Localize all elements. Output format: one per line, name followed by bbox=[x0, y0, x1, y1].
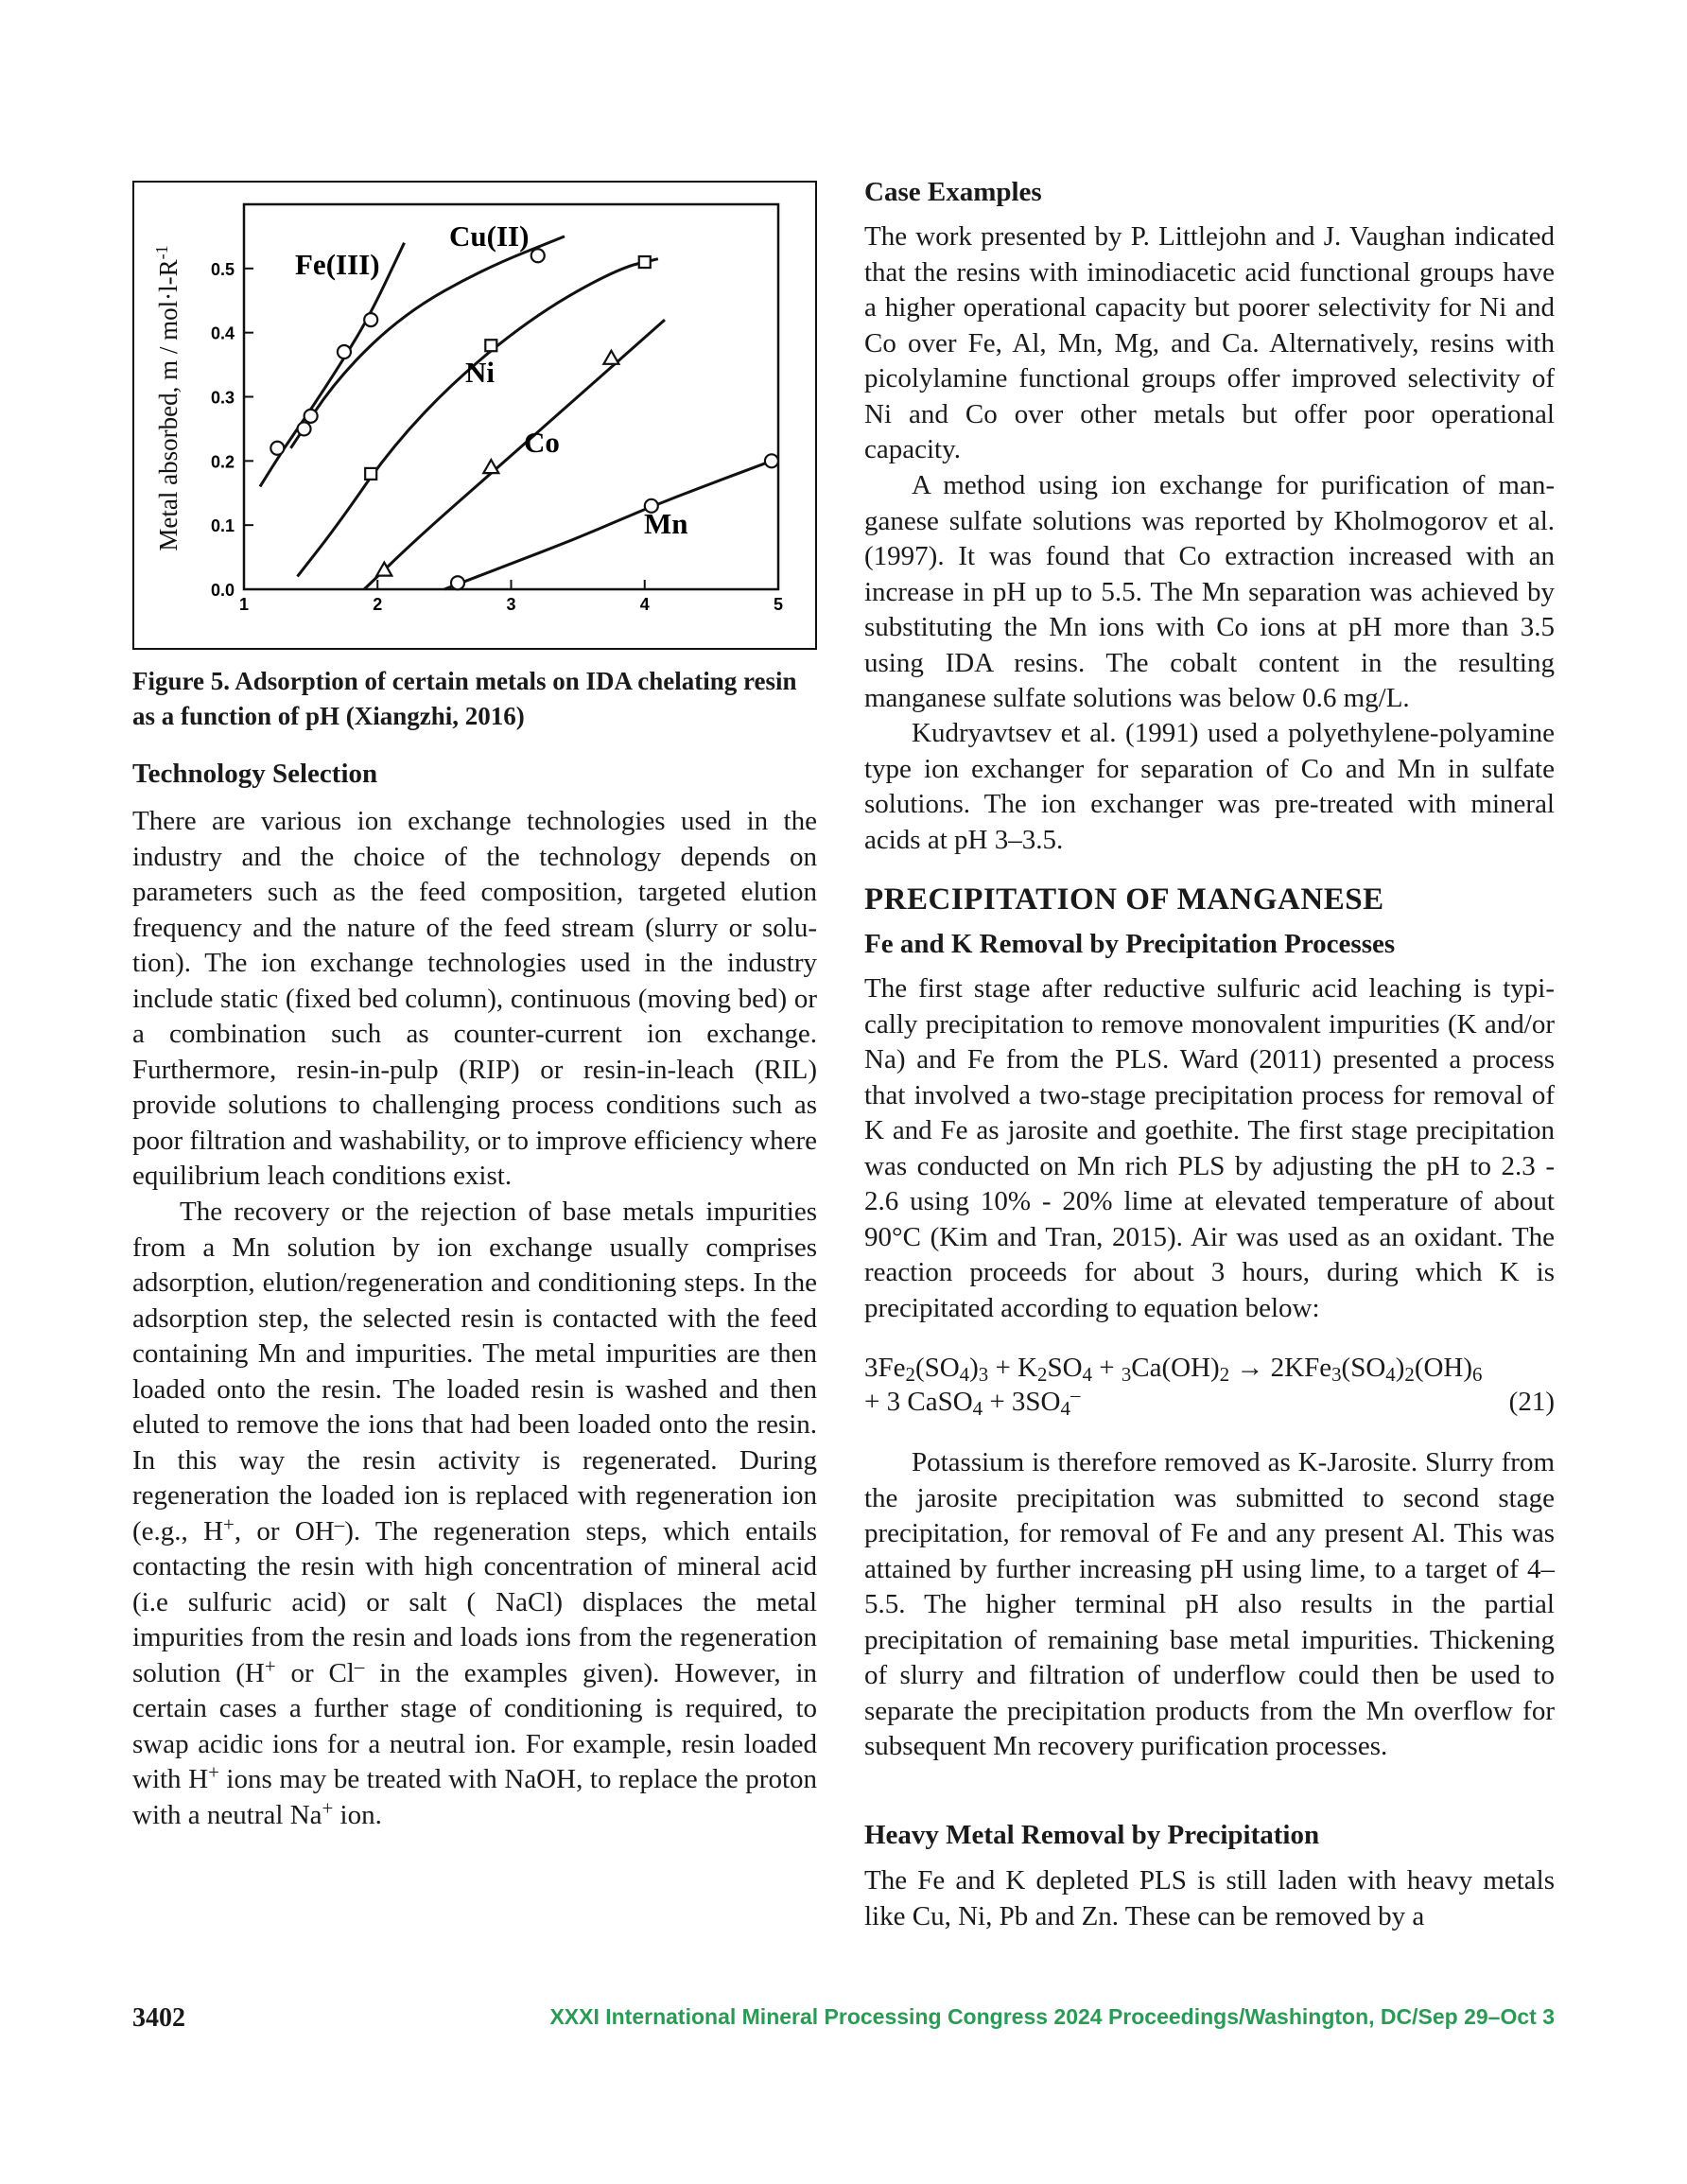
y-tick-label: 0.1 bbox=[210, 516, 235, 536]
technology-selection-heading: Technology Selection bbox=[132, 759, 378, 789]
heavy-metal-heading: Heavy Metal Removal by Precipitation bbox=[864, 1820, 1320, 1850]
data-point-mn bbox=[451, 576, 464, 589]
x-tick-label: 4 bbox=[639, 595, 650, 614]
fe-k-paragraph-1: The first stage after reductive sulfuric acid leaching is typically precipitation to remove monovalent impurities (K and/or Na) and Fe from the PLS. Ward (2011) presented a process that involved a two-stage precipitation process for removal of K and Fe as jarosite and goethite. The first stage precipitation was conducted on Mn rich PLS by adjusting the pH to 2.3 - 2.6 using 10% - 20% lime at elevated temperature of about 90°C (Kim and Tran, 2015). Air was used as an oxidant. The reaction proceeds for about 3 hours, during which K is precipitated according to equation below: bbox=[864, 973, 1555, 1323]
precipitation-section-title: PRECIPITATION OF MANGANESE bbox=[864, 882, 1384, 917]
curve-label-co: Co bbox=[524, 426, 560, 459]
x-tick-label: 5 bbox=[773, 595, 784, 614]
page-number: 3402 bbox=[132, 2003, 185, 2033]
x-tick-label: 3 bbox=[506, 595, 516, 614]
fe-k-paragraph-2: Potassium is therefore removed as K-Jarosite. Slurry from the jarosite precipitation was submitted to second stage precipitation, for removal of Fe and any present Al. This was attained by further increasing pH using lime, to a target of 4–5.5. The higher terminal pH also results in the partial precipitation of remaining base metal impurities. Thickening of slurry and filtration of underflow could then be used to separate the precipitation products from the Mn overflow for subsequent Mn recovery purification processes. bbox=[864, 1447, 1555, 1761]
case-paragraph-3: Kudryavtsev et al. (1991) used a polyethylene-polyamine type ion exchanger for separation of Co and Mn in sulfate solutions. The ion exchanger was pre-treated with mineral acids at pH 3–3.5. bbox=[864, 718, 1555, 855]
curve-label-cu: Cu(II) bbox=[449, 219, 530, 253]
y-axis-label: Metal absorbed, $m / mol\cdot l-R^{-1}$ bbox=[152, 245, 183, 551]
equation-number: (21) bbox=[1508, 1387, 1555, 1417]
equation-21 bbox=[864, 1351, 1555, 1419]
x-tick-label: 2 bbox=[373, 595, 383, 614]
case-paragraph-1: The work presented by P. Littlejohn and J. Vaughan indicated that the resins with iminodiacetic acid functional groups have a higher operational capacity but poorer selectivity for Ni and Co over Fe, Al, Mn, Mg, and Ca. Alternatively, resins with picolylamine functional groups offer improved selectivity of Ni and Co over other metals but offer poor operational capacity. bbox=[864, 221, 1555, 464]
case-examples-heading: Case Examples bbox=[864, 177, 1042, 207]
x-tick-label: 1 bbox=[238, 595, 250, 614]
conference-footer: XXXI International Mineral Processing Congress 2024 Proceedings/Washington, DC/Sep 29–Oct 3 bbox=[549, 2004, 1555, 2029]
data-point-mn bbox=[765, 454, 778, 467]
data-point-ni bbox=[639, 256, 651, 268]
data-point-ni bbox=[485, 340, 496, 351]
data-point-cuii bbox=[531, 249, 545, 262]
chart-svg bbox=[132, 181, 817, 650]
case-paragraph-2: A method using ion exchange for purification of manganese sulfate solutions was reported by Kholmogorov et al. (1997). It was found that Co extraction increased with an increase in pH up to 5.5. The Mn separation was achieved by substituting the Mn ions with Co ions at pH more than 3.5 using IDA resins. The cobalt content in the resulting manganese sulfate solutions was below 0.6 mg/L. bbox=[864, 470, 1555, 713]
y-tick-label: 0.2 bbox=[210, 452, 235, 472]
data-point-feiii bbox=[270, 442, 284, 455]
data-point-feiii bbox=[304, 410, 318, 423]
curve-label-mn: Mn bbox=[644, 507, 688, 540]
figure-caption: Figure 5. Adsorption of certain metals on IDA chelating resin as a function of pH (Xiangzhi, 2016) bbox=[132, 667, 797, 730]
curve-label-fe: Fe(III) bbox=[295, 248, 380, 281]
y-tick-label: 0.5 bbox=[210, 259, 235, 279]
figure-5-chart bbox=[132, 181, 817, 650]
y-tick-label: 0.4 bbox=[210, 323, 235, 343]
y-tick-label: 0.3 bbox=[210, 388, 235, 408]
data-point-feiii bbox=[364, 313, 377, 326]
equation-line-1: $3Fe_2(SO_4)_3 + K_2SO_4 + _3Ca(OH)_2 \to 2KFe_3(SO_4)_2(OH)_6$ bbox=[864, 1353, 1483, 1387]
fe-k-removal-heading: Fe and K Removal by Precipitation Processes bbox=[864, 929, 1396, 959]
equation-line-2: + 3 CaSO$_4$ + $3SO_4^-$ bbox=[864, 1383, 1081, 1421]
data-point-feiii bbox=[338, 345, 351, 358]
curve-label-ni: Ni bbox=[465, 356, 495, 389]
y-tick-label: 0.0 bbox=[210, 581, 235, 600]
heavy-metal-paragraph-1: The Fe and K depleted PLS is still laden with heavy metals like Cu, Ni, Pb and Zn. These can be removed by a bbox=[864, 1865, 1555, 1931]
data-point-ni bbox=[365, 468, 376, 480]
data-point-feiii bbox=[298, 422, 311, 435]
technology-paragraph-1: There are various ion exchange technologies used in the industry and the choice of the technology depends on parameters such as the feed composition, targeted elution frequency and the nature of the feed stream (slurry or solution). The ion exchange technologies used in the industry include static (fixed bed column), continuous (moving bed) or a combination such as counter-current ion exchange. Furthermore, resin-in-pulp (RIP) or resin-in-leach (RIL) provide solutions to challenging process conditions such as poor filtration and washability, or to improve efficiency where equilibrium leach conditions exist. bbox=[132, 806, 817, 1191]
technology-paragraph-2: The recovery or the rejection of base metals impurities from a Mn solution by ion exchange usually comprises adsorption, elution/regeneration and conditioning steps. In the adsorption step, the selected resin is contacted with the feed containing Mn and impurities. The metal impurities are then loaded onto the resin. The loaded resin is washed and then eluted to remove the ions that had been loaded onto the resin. In this way the resin activity is regenerated. During regeneration the loaded ion is replaced with regeneration ion (e.g., H+, or OH–). The regeneration steps, which entails contacting the resin with high concentration of mineral acid (i.e sulfuric acid) or salt ( NaCl) displaces the metal impurities from the resin and loads ions from the regeneration solution (H+ or Cl– in the examples given). However, in certain cases a further stage of conditioning is required, to swap acidic ions for a neutral ion. For example, resin loaded with H+ ions may be treated with NaOH, to replace the proton with a neutral Na+ ion. bbox=[132, 1197, 818, 1830]
